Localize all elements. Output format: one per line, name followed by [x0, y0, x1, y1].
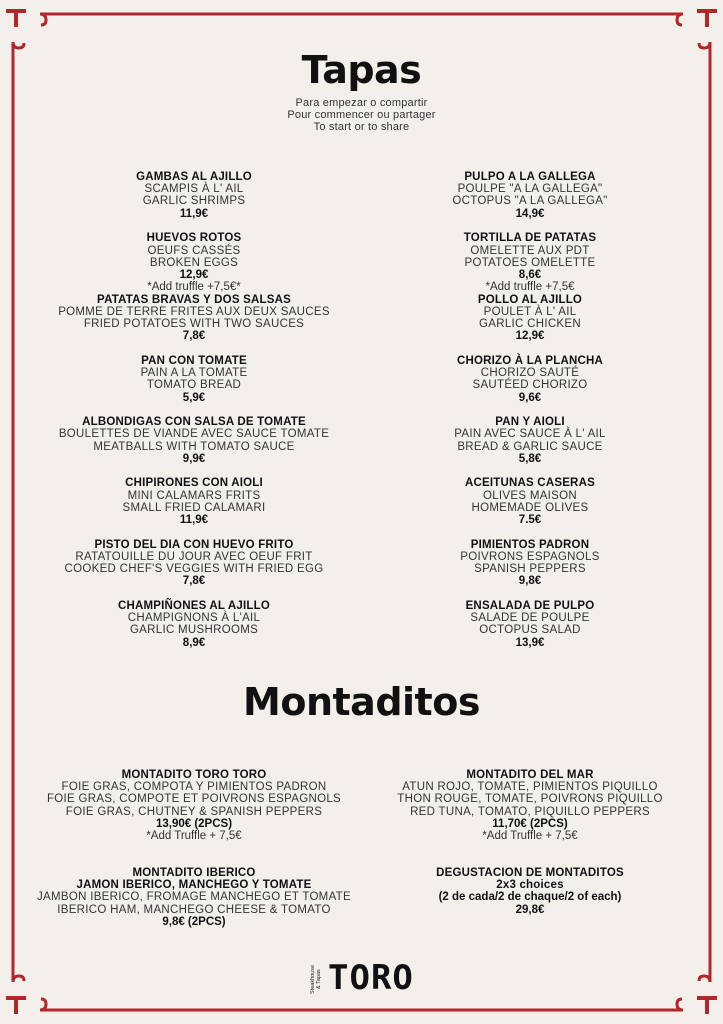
tapas-left-column: [34, 171, 354, 661]
item-description: BREAD & GARLIC SAUCE: [457, 440, 603, 453]
item-price: 9,9€: [182, 452, 206, 465]
item-price: (2 de cada/2 de chaque/2 of each): [438, 891, 622, 904]
item-name: ENSALADA DE PULPO: [465, 600, 595, 613]
item-price: 11,9€: [179, 514, 209, 527]
item-description: FOIE GRAS, CHUTNEY & SPANISH PEPPERS: [65, 805, 323, 818]
item-description: FOIE GRAS, COMPOTA Y PIMIENTOS PADRON: [61, 781, 327, 794]
item-description: SALADE DE POULPE: [470, 612, 590, 625]
item-name: DEGUSTACION DE MONTADITOS: [436, 867, 624, 879]
toro-logo: [310, 958, 420, 1006]
item-price: 11,70€ (2PCS): [492, 817, 568, 830]
item-name: MONTADITO IBERICO: [132, 867, 256, 879]
item-name: GAMBAS AL AJILLO: [136, 171, 252, 183]
item-name: POLLO AL AJILLO: [477, 293, 583, 306]
item-name: CHAMPIÑONES AL AJILLO: [117, 600, 270, 613]
item-price: 9,8€: [518, 575, 542, 588]
item-note: *Add truffle +7,5€: [485, 281, 575, 294]
item-description: HOMEMADE OLIVES: [471, 501, 589, 514]
menu-item: [370, 416, 690, 477]
menu-item: [370, 355, 690, 416]
menu-item: [34, 171, 354, 232]
item-price: 12,9€: [179, 268, 209, 281]
item-description: ATUN ROJO, TOMATE, PIMIENTOS PIQUILLO: [402, 781, 658, 794]
item-description: BOULETTES DE VIANDE AVEC SAUCE TOMATE: [58, 428, 330, 441]
item-description: POULPE "A LA GALLEGA": [457, 183, 603, 196]
item-description: BROKEN EGGS: [149, 256, 239, 269]
item-price: 11,9€: [179, 207, 209, 220]
menu-item: [34, 477, 354, 538]
item-description: MEATBALLS WITH TOMATO SAUCE: [93, 440, 295, 453]
item-description: RATATOUILLE DU JOUR AVEC OEUF FRIT: [75, 550, 313, 563]
item-description: POIVRONS ESPAGNOLS: [460, 550, 600, 563]
item-description: SPANISH PEPPERS: [474, 563, 586, 576]
subtitle-line-en: To start or to share: [313, 121, 410, 133]
item-name: PISTO DEL DIA CON HUEVO FRITO: [94, 538, 294, 551]
item-price: 7.5€: [518, 514, 542, 527]
logo-subtitle: Steakhouse & Tapas: [310, 964, 322, 994]
tapas-right-column: [370, 171, 690, 661]
item-description: FOIE GRAS, COMPOTE ET POIVRONS ESPAGNOLS: [46, 793, 342, 806]
item-description: GARLIC CHICKEN: [479, 318, 581, 330]
subtitle-line-fr: Pour commencer ou partager: [287, 109, 436, 121]
item-description: FRIED POTATOES WITH TWO SAUCES: [83, 318, 305, 330]
item-price: 8,9€: [182, 636, 206, 649]
item-description: CHORIZO SAUTÉ: [480, 367, 580, 380]
item-name: PATATAS BRAVAS Y DOS SALSAS: [97, 293, 291, 306]
item-description: OLIVES MAISON: [482, 489, 577, 502]
item-name: PAN Y AIOLI: [495, 416, 565, 429]
item-description: RED TUNA, TOMATO, PIQUILLO PEPPERS: [410, 805, 650, 818]
item-description: SAUTÉED CHORIZO: [472, 379, 588, 392]
item-name: PULPO A LA GALLEGA: [464, 171, 596, 183]
item-price: 13,90€ (2PCS): [155, 817, 233, 830]
tapas-title: Tapas: [301, 48, 422, 92]
item-description: POMME DE TERRE FRITES AUX DEUX SAUCES: [58, 305, 330, 318]
item-description: PAIN AVEC SAUCE À L' AIL: [454, 428, 606, 441]
menu-item: [370, 867, 690, 965]
item-description: CHAMPIGNONS À L'AIL: [127, 612, 261, 625]
item-name: CHIPIRONES CON AIOLI: [125, 477, 263, 490]
item-name: MONTADITO TORO TORO: [121, 769, 267, 781]
item-price: 5,9€: [182, 391, 206, 404]
item-name: ACEITUNAS CASERAS: [465, 477, 595, 490]
item-price: 7,8€: [182, 575, 206, 588]
item-note: *Add Truffle + 7,5€: [482, 830, 578, 843]
item-description: GARLIC MUSHROOMS: [129, 624, 259, 637]
item-price: 7,8€: [182, 330, 206, 343]
item-price: 9,6€: [518, 391, 542, 404]
item-name: ALBONDIGAS CON SALSA DE TOMATE: [82, 416, 306, 429]
menu-item: [370, 539, 690, 600]
montaditos-right-column: [370, 769, 690, 965]
logo-wordmark: TORO: [328, 958, 414, 998]
item-note: *Add truffle +7,5€*: [147, 281, 241, 294]
item-description: POTATOES OMELETTE: [464, 256, 596, 269]
item-price: 13,9€: [515, 636, 545, 649]
item-description: OMELETTE AUX PDT: [470, 244, 590, 257]
menu-item: [34, 867, 354, 965]
item-name: PAN CON TOMATE: [141, 354, 247, 367]
item-description: OCTOPUS SALAD: [479, 624, 581, 637]
montaditos-left-column: [34, 769, 354, 965]
menu-item: [370, 232, 690, 293]
item-price: 5,8€: [518, 452, 542, 465]
item-price-secondary: 29,8€: [515, 903, 545, 916]
menu-item: [34, 232, 354, 293]
item-name-secondary: JAMON IBERICO, MANCHEGO Y TOMATE: [76, 879, 312, 892]
item-description: MINI CALAMARS FRITS: [127, 489, 261, 502]
menu-item: [34, 294, 354, 355]
item-description: SMALL FRIED CALAMARI: [122, 501, 266, 514]
item-name: CHORIZO À LA PLANCHA: [456, 354, 604, 367]
item-description: TOMATO BREAD: [146, 379, 242, 392]
item-description: PAIN A LA TOMATE: [140, 367, 248, 380]
menu-item: [370, 171, 690, 232]
subtitle-line-es: Para empezar o compartir: [295, 97, 428, 109]
menu-item: [34, 539, 354, 600]
item-name-secondary: 2x3 choices: [496, 879, 564, 892]
tapas-subtitle: [0, 97, 723, 133]
item-description: IBERICO HAM, MANCHEGO CHEESE & TOMATO: [57, 903, 331, 916]
item-price: 8,6€: [518, 268, 542, 281]
item-description: OCTOPUS "A LA GALLEGA": [452, 195, 608, 208]
menu-item: [34, 769, 354, 867]
item-description: COOKED CHEF'S VEGGIES WITH FRIED EGG: [64, 563, 324, 576]
item-description: THON ROUGE, TOMATE, POIVRONS PIQUILLO: [397, 793, 663, 806]
item-price: 9,8€ (2PCS): [162, 915, 226, 928]
item-name: TORTILLA DE PATATAS: [463, 232, 597, 245]
menu-item: [34, 355, 354, 416]
item-name: PIMIENTOS PADRON: [470, 538, 590, 551]
item-name: HUEVOS ROTOS: [146, 232, 242, 245]
item-note: *Add Truffle + 7,5€: [146, 830, 242, 843]
item-description: SCAMPIS À L' AIL: [144, 183, 244, 196]
item-price: 14,9€: [515, 207, 545, 220]
item-price: 12,9€: [515, 330, 545, 343]
menu-item: [370, 294, 690, 355]
menu-item: [34, 600, 354, 661]
menu-item: [370, 769, 690, 867]
menu-item: [370, 600, 690, 661]
item-name: MONTADITO DEL MAR: [466, 769, 594, 781]
item-description: JAMBON IBERICO, FROMAGE MANCHEGO ET TOMATE: [37, 891, 351, 904]
item-description: GARLIC SHRIMPS: [142, 195, 246, 208]
menu-item: [34, 416, 354, 477]
item-description: OEUFS CASSÉS: [147, 244, 241, 257]
montaditos-title: Montaditos: [243, 680, 480, 724]
item-description: POULET À L' AIL: [483, 305, 577, 318]
menu-item: [370, 477, 690, 538]
